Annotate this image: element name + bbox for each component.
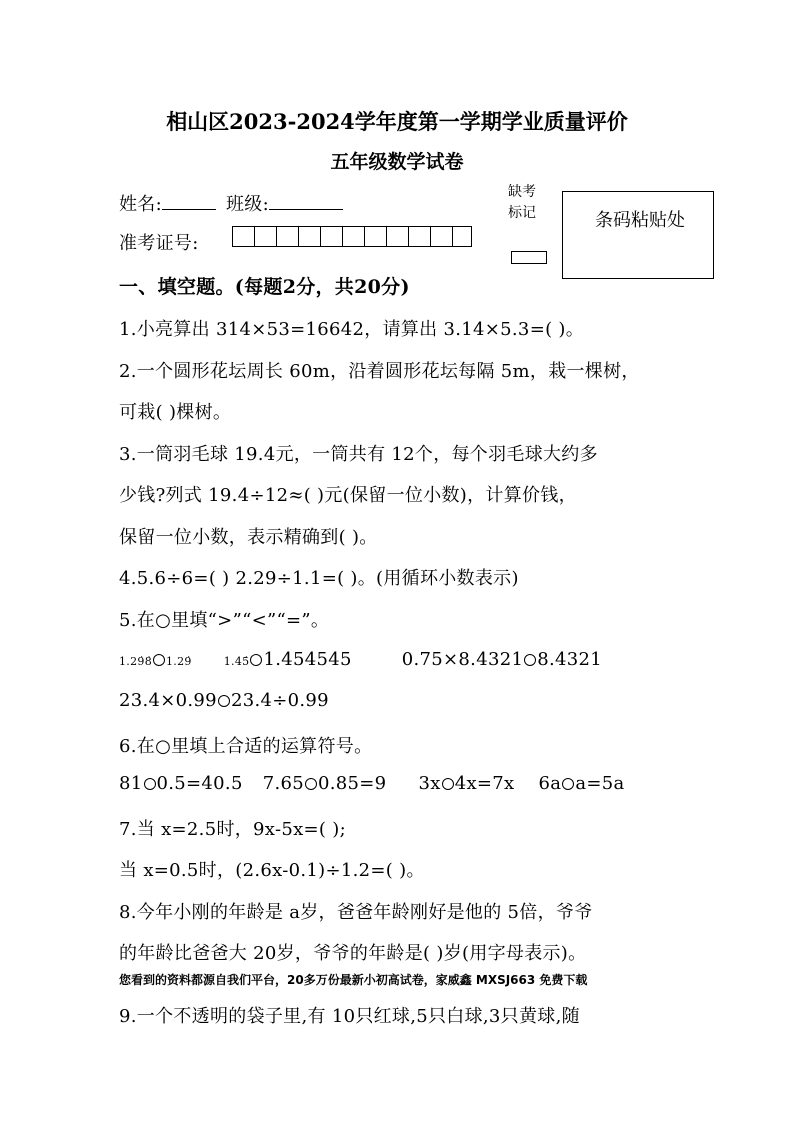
operand: 7.65 bbox=[262, 773, 305, 794]
absent-label-2: 标记 bbox=[508, 205, 536, 221]
question-4: 4.5.6÷6=( ) 2.29÷1.1=( )。(用循环小数表示) bbox=[119, 568, 519, 589]
operator-circle[interactable] bbox=[305, 778, 317, 790]
compare-circle[interactable] bbox=[524, 654, 536, 666]
operand: 0.5=40.5 bbox=[156, 773, 243, 794]
section-heading: 一、填空题。(每题2分，共20分) bbox=[119, 276, 410, 298]
question-5-row-1 bbox=[119, 649, 602, 670]
expression-left: 23.4×0.99 bbox=[119, 690, 217, 711]
question-1: 1.小亮算出 314×53=16642，请算出 3.14×5.3=( )。 bbox=[119, 319, 585, 340]
exam-subtitle: 五年级数学试卷 bbox=[330, 151, 464, 173]
expression-left: 0.75×8.4321 bbox=[401, 649, 524, 670]
exam-id-boxes[interactable] bbox=[232, 226, 472, 247]
operand: 81 bbox=[119, 773, 143, 794]
exam-title: 相山区2023-2024学年度第一学期学业质量评价 bbox=[166, 109, 628, 134]
operand: 4x=7x bbox=[454, 773, 515, 794]
operand: 0.85=9 bbox=[318, 773, 387, 794]
compare-circle[interactable] bbox=[218, 695, 230, 707]
compare-circle[interactable] bbox=[250, 654, 262, 666]
exam-id-label: 准考证号: bbox=[119, 233, 199, 254]
question-7-line-1: 7.当 x=2.5时，9x-5x=( ); bbox=[119, 819, 346, 840]
operator-circle[interactable] bbox=[144, 778, 156, 790]
operator-circle[interactable] bbox=[442, 778, 454, 790]
repeating-decimal-c: 1.45̇ bbox=[223, 655, 250, 668]
class-field[interactable] bbox=[269, 209, 343, 210]
question-6-row bbox=[119, 773, 625, 794]
question-8-line-1: 8.今年小刚的年龄是 a岁，爸爸年龄刚好是他的 5倍，爷爷 bbox=[119, 902, 593, 923]
compare-circle[interactable] bbox=[153, 654, 165, 666]
question-2-line-1: 2.一个圆形花坛周长 60m，沿着圆形花坛每隔 5m，栽一棵树， bbox=[119, 361, 640, 382]
name-label: 姓名: bbox=[119, 194, 162, 215]
question-3-line-2: 少钱?列式 19.4÷12≈( )元(保留一位小数)，计算价钱， bbox=[119, 485, 577, 506]
question-8-line-2: 的年龄比爸爸大 20岁，爷爷的年龄是( )岁(用字母表示)。 bbox=[119, 943, 587, 964]
question-9: 9.一个不透明的袋子里,有 10只红球,5只白球,3只黄球,随 bbox=[119, 1006, 580, 1027]
decimal-value: 1.454545 bbox=[263, 649, 352, 670]
name-field[interactable] bbox=[162, 209, 216, 210]
expression-right: 23.4÷0.99 bbox=[230, 690, 329, 711]
operand: 6a bbox=[538, 773, 562, 794]
operand: 3x bbox=[418, 773, 441, 794]
question-3-line-1: 3.一筒羽毛球 19.4元，一筒共有 12个，每个羽毛球大约多 bbox=[119, 444, 598, 465]
repeating-decimal-b: 1.29̇ bbox=[166, 655, 192, 668]
expression-right: 8.4321 bbox=[537, 649, 603, 670]
name-class-row bbox=[119, 190, 343, 216]
class-label: 班级: bbox=[226, 194, 269, 215]
operand: a=5a bbox=[575, 773, 625, 794]
question-5-row-2 bbox=[119, 690, 329, 711]
operator-circle[interactable] bbox=[562, 778, 574, 790]
absent-label-1: 缺考 bbox=[508, 184, 536, 200]
platform-notice: 您看到的资料都源自我们平台，20多万份最新小初高试卷，家威鑫 MXSJ663 免费下载 bbox=[119, 973, 588, 987]
question-2-line-2: 可栽( )棵树。 bbox=[119, 402, 232, 423]
question-6: 6.在○里填上合适的运算符号。 bbox=[119, 736, 373, 757]
question-7-line-2: 当 x=0.5时，(2.6x-0.1)÷1.2=( )。 bbox=[119, 860, 425, 881]
absent-mark-box[interactable] bbox=[511, 251, 547, 264]
barcode-area bbox=[562, 191, 714, 279]
question-5: 5.在○里填“>”“<”“=”。 bbox=[119, 610, 330, 631]
repeating-decimal-a: 1.29̇8̇ bbox=[119, 655, 152, 668]
question-3-line-3: 保留一位小数，表示精确到( )。 bbox=[119, 527, 378, 548]
barcode-label: 条码粘贴处 bbox=[595, 210, 685, 231]
